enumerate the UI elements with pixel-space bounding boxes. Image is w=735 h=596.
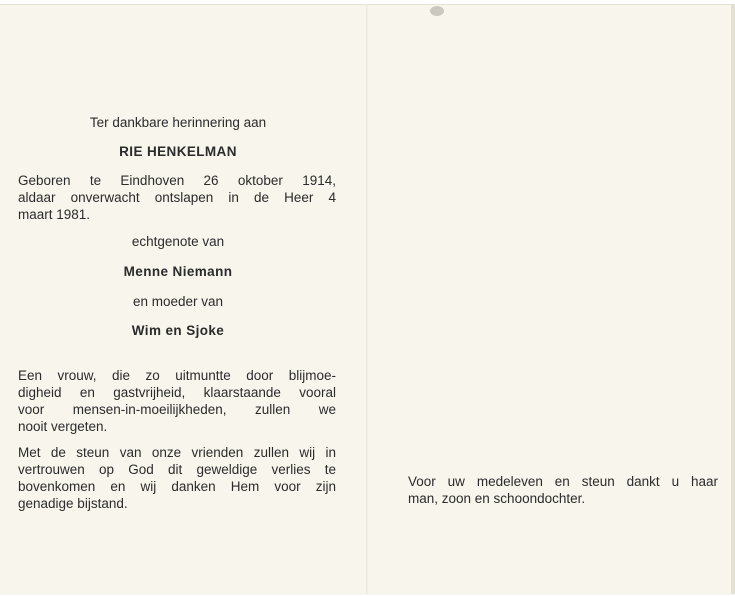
spouse-intro: echtgenote van bbox=[131, 234, 225, 249]
faith-line-1: Met de steun van onze vrienden zullen wij in bbox=[18, 445, 336, 460]
thanks-paragraph bbox=[408, 473, 718, 507]
children-intro: en moeder van bbox=[132, 294, 224, 309]
faith-line-4: genadige bijstand. bbox=[18, 496, 128, 511]
tribute-line-3: voor mensen-in-moeilijkheden, zullen we bbox=[18, 402, 336, 417]
thanks-line-2: man, zoon en schoondochter. bbox=[408, 491, 586, 506]
spouse-name: Menne Niemann bbox=[123, 264, 233, 279]
intro-line: Ter dankbare herinnering aan bbox=[89, 115, 267, 130]
tribute-line-1: Een vrouw, die zo uitmuntte door blijmoe- bbox=[18, 368, 336, 383]
tribute-line-2: digheid en gastvrijheid, klaarstaande vooral bbox=[18, 385, 336, 400]
tribute-paragraph bbox=[18, 367, 336, 435]
children-names: Wim en Sjoke bbox=[131, 323, 225, 338]
thanks-line-1: Voor uw medeleven en steun dankt u haar bbox=[408, 474, 718, 489]
birth-line-3: maart 1981. bbox=[18, 207, 91, 222]
faith-line-3: bovenkomen en wij danken Hem voor zijn bbox=[18, 479, 336, 494]
faith-line-2: vertrouwen op God dit geweldige verlies te bbox=[18, 462, 336, 477]
card-fold bbox=[366, 4, 368, 594]
birth-line-2: aldaar onverwacht ontslapen in de Heer 4 bbox=[18, 190, 336, 205]
card-edge bbox=[731, 4, 735, 594]
ink-smudge bbox=[430, 6, 444, 16]
tribute-line-4: nooit vergeten. bbox=[18, 419, 108, 434]
birth-line-1: Geboren te Eindhoven 26 oktober 1914, bbox=[18, 173, 336, 188]
birth-death-paragraph bbox=[18, 172, 336, 223]
deceased-name: RIE HENKELMAN bbox=[119, 144, 237, 159]
faith-paragraph bbox=[18, 444, 336, 512]
